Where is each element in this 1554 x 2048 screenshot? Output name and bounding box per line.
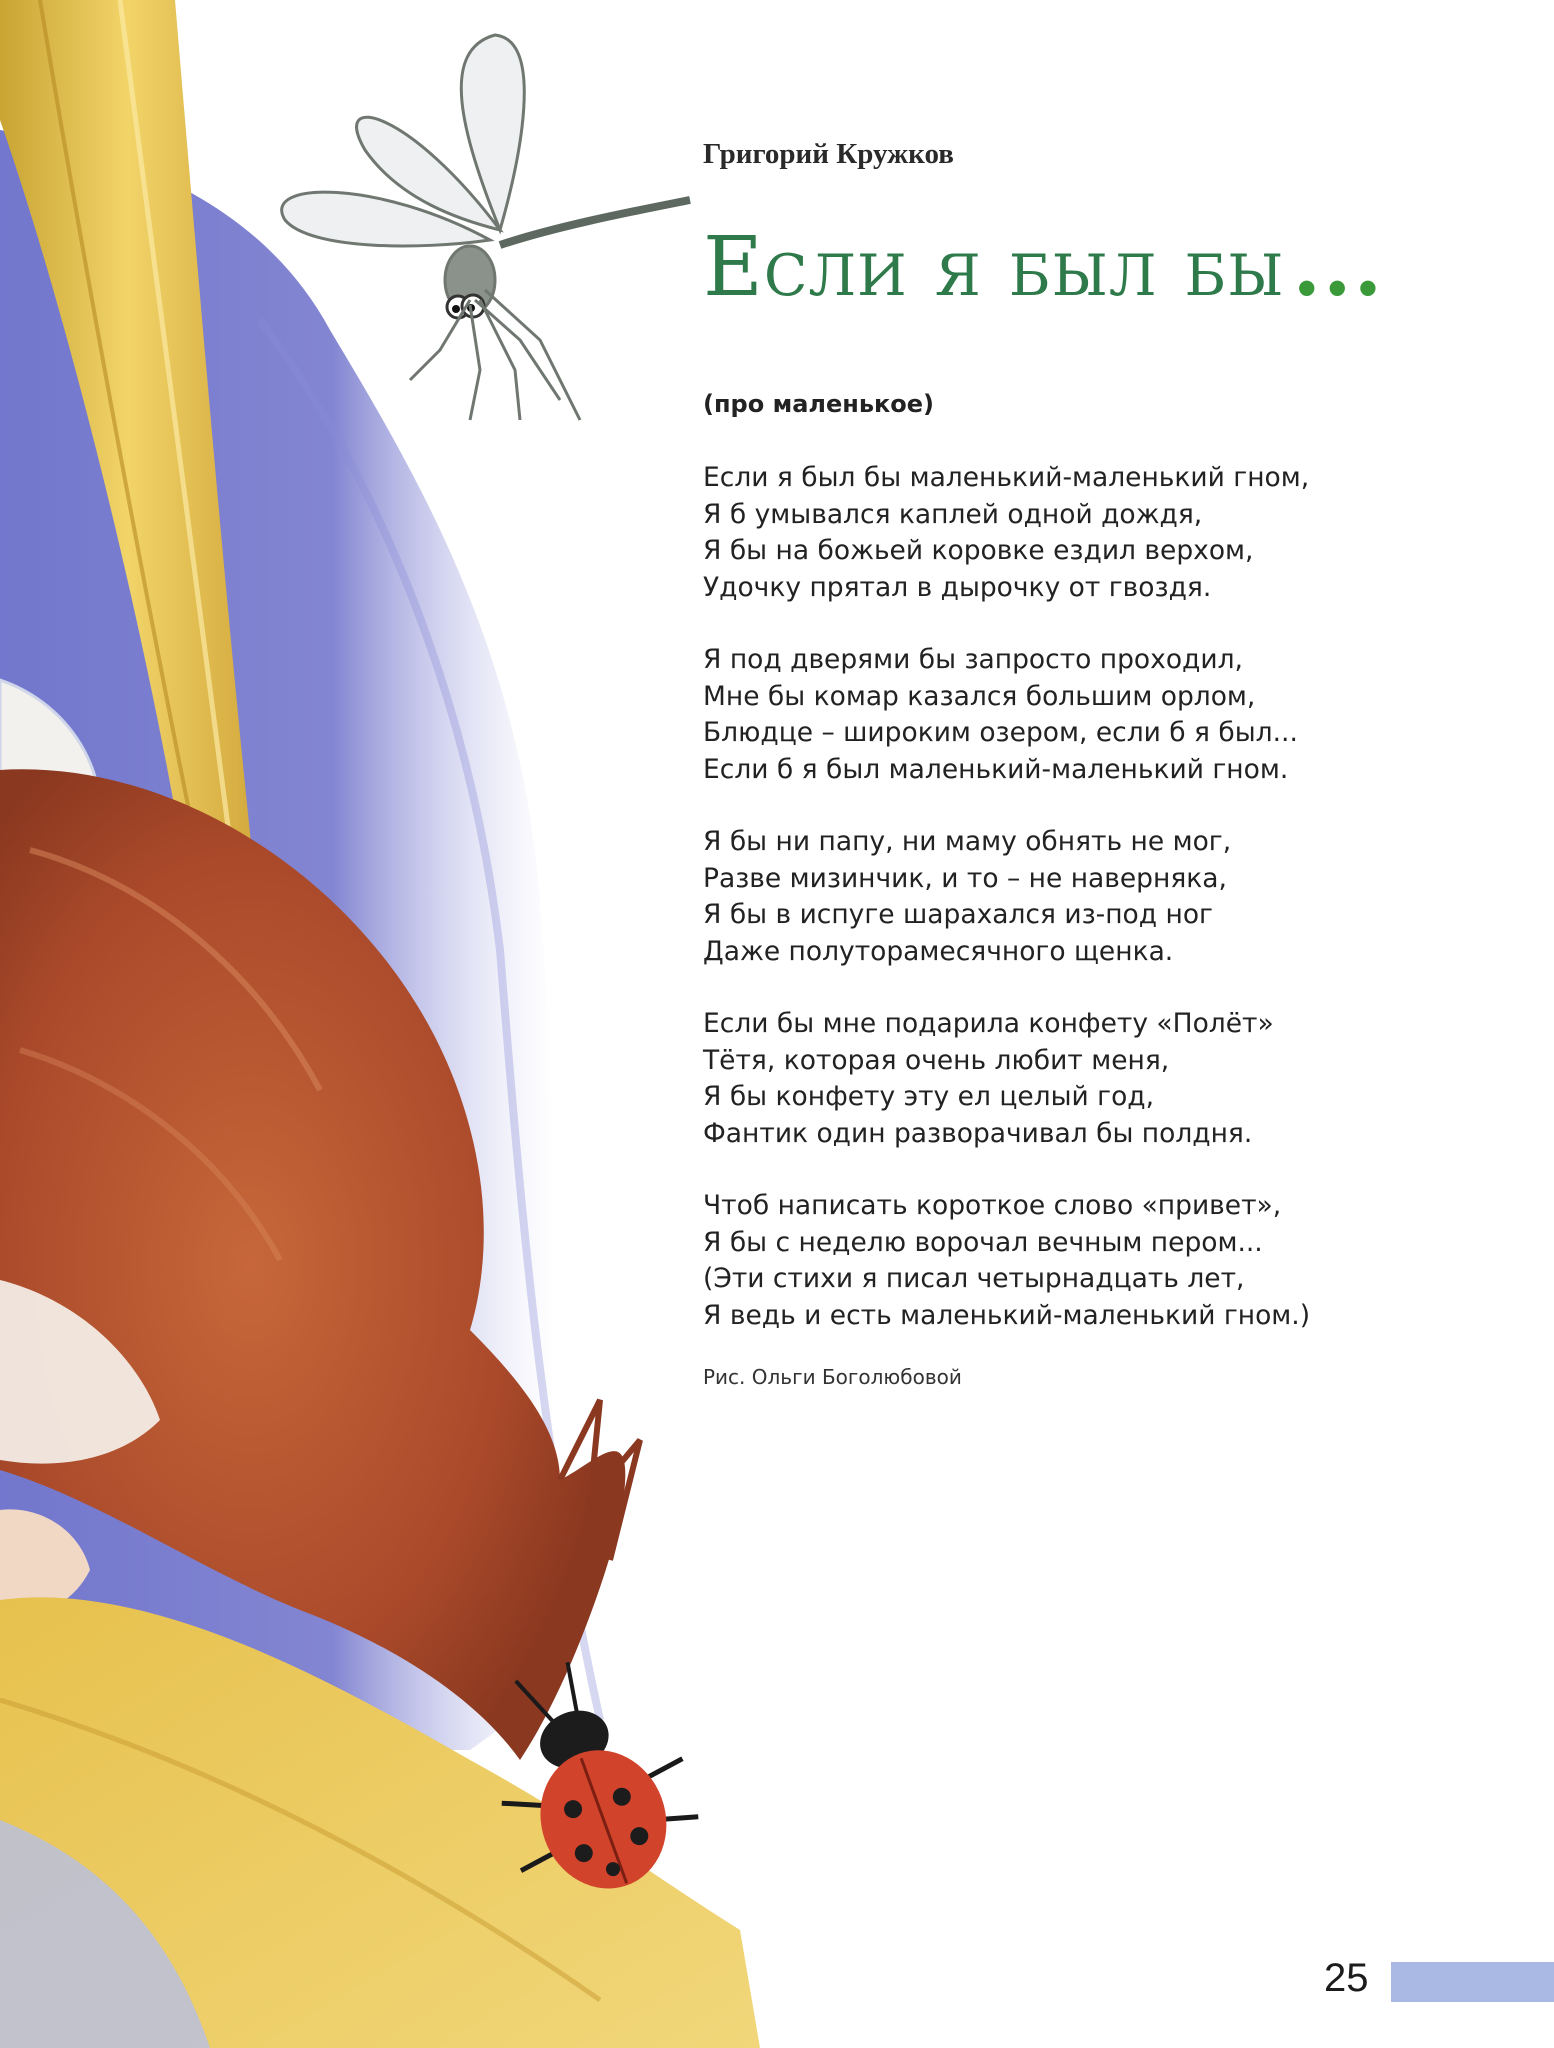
poem-line: Если бы мне подарила конфету «Полёт» [703,1008,1274,1039]
title-dots: ... [1292,219,1385,315]
poem-line: Мне бы комар казался большим орлом, [703,680,1256,712]
stanza [703,1006,1310,1152]
poem-line: Тётя, которая очень любит меня, [703,1044,1170,1076]
title [703,219,1385,315]
page-accent-bar [1391,1962,1554,2002]
page-number: 25 [1324,1956,1369,2000]
subtitle: (про маленькое) [703,390,935,418]
title-text: Если я был бы [703,220,1285,315]
stanza [703,824,1310,970]
poem-line: (Эти стихи я писал четырнадцать лет, [703,1263,1245,1294]
stanza [703,1188,1310,1334]
poem-line: Даже полуторамесячного щенка. [703,935,1174,967]
poem-line: Я бы конфету эту ел целый год, [703,1081,1155,1112]
poem-line: Я бы с неделю ворочал вечным пером... [703,1226,1263,1258]
poem-line: Разве мизинчик, и то – не наверняка, [703,862,1227,894]
poem-line: Я бы ни папу, ни маму обнять не мог, [703,826,1232,857]
illustration-credit: Рис. Ольги Боголюбовой [703,1365,962,1389]
poem-line: Я бы в испуге шарахался из-под ног [703,899,1213,930]
poem-line: Блюдце – широким озером, если б я был... [703,717,1298,748]
poem-line: Удочку прятал в дырочку от гвоздя. [703,571,1212,603]
author: Григорий Кружков [703,138,954,170]
poem-line: Я б умывался каплей одной дождя, [703,498,1203,530]
poem-line: Я ведь и есть маленький-маленький гном.) [703,1299,1311,1331]
poem [703,460,1310,1370]
poem-line: Чтоб написать короткое слово «привет», [703,1190,1282,1221]
stanza [703,642,1310,788]
poem-line: Если б я был маленький-маленький гном. [703,753,1289,785]
poem-line: Если я был бы маленький-маленький гном, [703,462,1310,493]
poem-line: Я под дверями бы запросто проходил, [703,644,1243,675]
poem-line: Я бы на божьей коровке ездил верхом, [703,535,1254,566]
poem-line: Фантик один разворачивал бы полдня. [703,1117,1253,1149]
stanza [703,460,1310,606]
